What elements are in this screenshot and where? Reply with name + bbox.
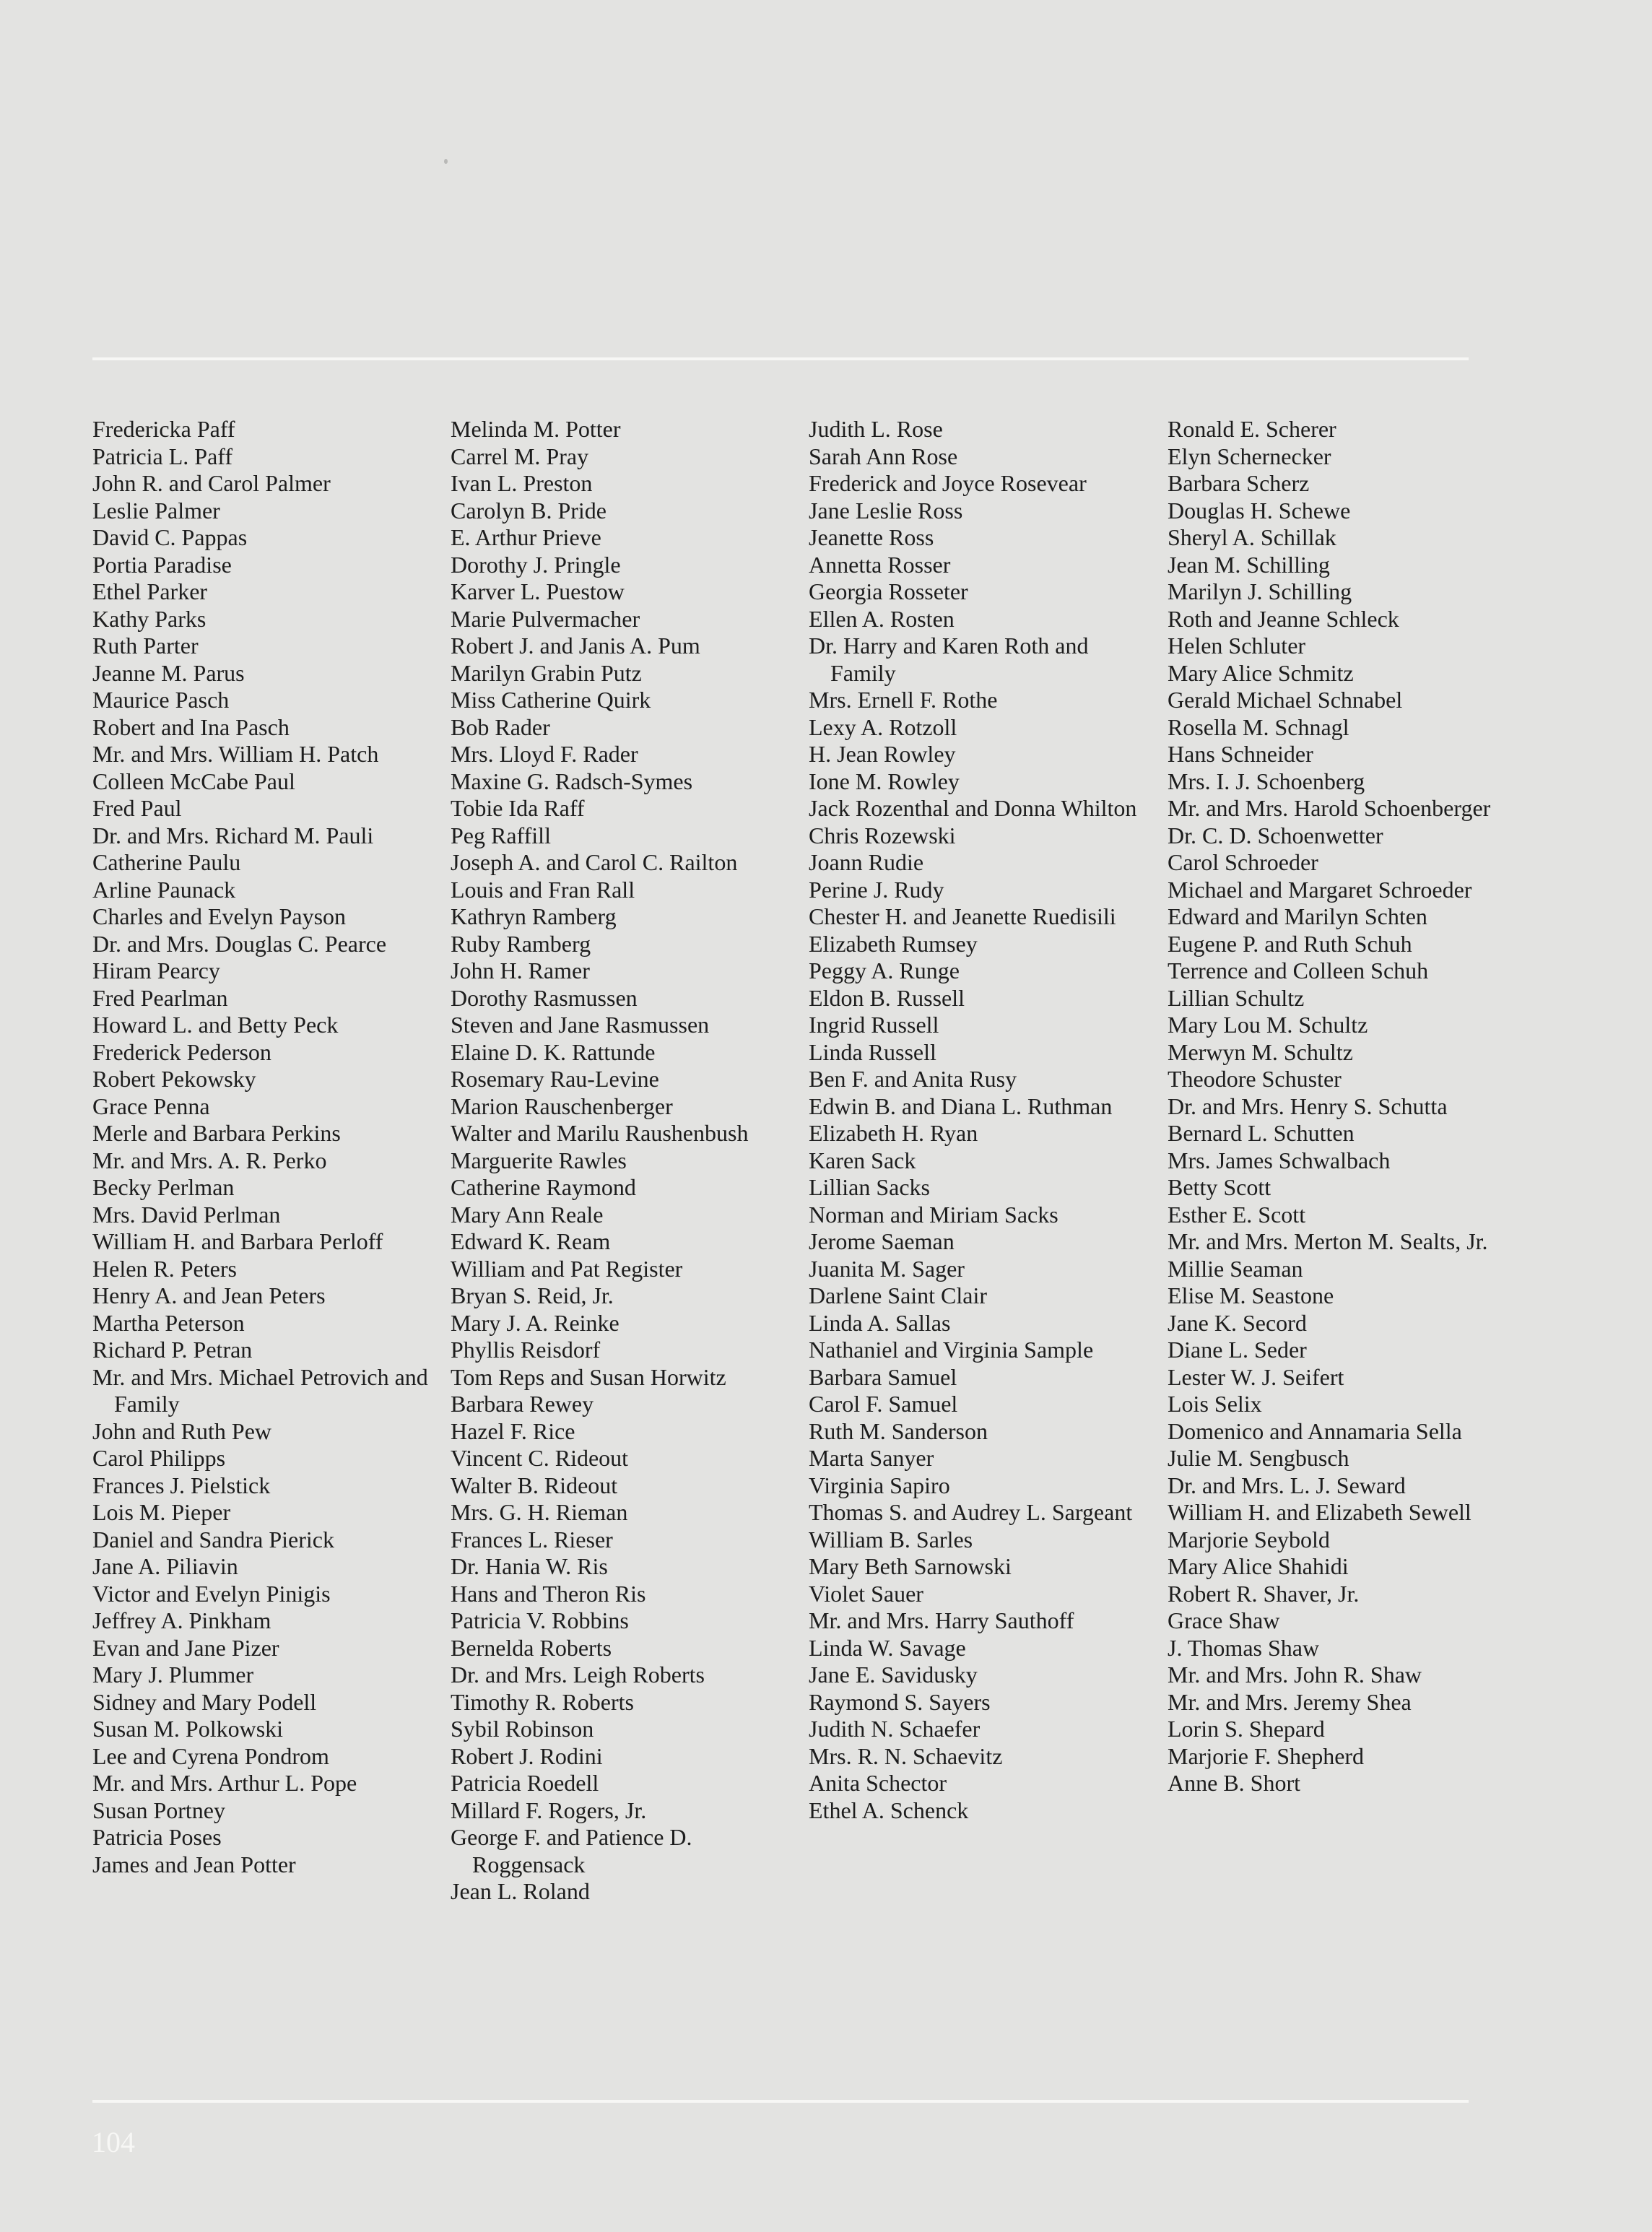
donor-name: Sidney and Mary Podell <box>92 1688 317 1715</box>
donor-name: Lillian Schultz <box>1168 984 1305 1011</box>
donor-name: Anita Schector <box>809 1770 947 1796</box>
donor-name: Barbara Samuel <box>809 1363 957 1390</box>
donor-name: Douglas H. Schewe <box>1168 497 1351 524</box>
donor-name: Edward K. Ream <box>451 1228 611 1254</box>
name-column-1 <box>92 416 432 1878</box>
donor-name: Theodore Schuster <box>1168 1066 1342 1092</box>
donor-name: Daniel and Sandra Pierick <box>92 1526 334 1553</box>
donor-name: Ruth M. Sanderson <box>809 1417 988 1444</box>
donor-name: Mary J. Plummer <box>92 1662 254 1688</box>
donor-name: Marie Pulvermacher <box>451 605 640 632</box>
donor-name: William and Pat Register <box>451 1255 683 1282</box>
donor-name: Louis and Fran Rall <box>451 876 635 903</box>
donor-name: Kathryn Ramberg <box>451 903 617 929</box>
donor-name: Susan Portney <box>92 1797 225 1823</box>
donor-name: Susan M. Polkowski <box>92 1716 284 1742</box>
donor-name: Joseph A. and Carol C. Railton <box>451 849 738 875</box>
donor-name: Chris Rozewski <box>809 822 956 848</box>
donor-name: Mr. and Mrs. Merton M. Sealts, Jr. <box>1168 1228 1488 1254</box>
donor-name: Eugene P. and Ruth Schuh <box>1168 930 1412 957</box>
donor-name: Bernelda Roberts <box>451 1634 612 1661</box>
donor-name: H. Jean Rowley <box>809 741 956 767</box>
donor-name: Mary Lou M. Schultz <box>1168 1012 1368 1038</box>
donor-name: Carol F. Samuel <box>809 1391 958 1417</box>
donor-name: Elise M. Seastone <box>1168 1282 1334 1308</box>
donor-name: Rosemary Rau-Levine <box>451 1066 659 1092</box>
donor-name: Elizabeth H. Ryan <box>809 1120 978 1146</box>
donor-name: Esther E. Scott <box>1168 1201 1306 1228</box>
donor-name: Sarah Ann Rose <box>809 443 958 469</box>
donor-name: Hans and Theron Ris <box>451 1580 646 1607</box>
donor-name: Evan and Jane Pizer <box>92 1634 279 1661</box>
donor-name: Dorothy J. Pringle <box>451 551 621 578</box>
donor-name: Tom Reps and Susan Horwitz <box>451 1363 726 1390</box>
donor-name: Howard L. and Betty Peck <box>92 1012 339 1038</box>
donor-name: Mrs. I. J. Schoenberg <box>1168 768 1365 794</box>
donor-name: Robert J. Rodini <box>451 1742 603 1769</box>
donor-name: Millard F. Rogers, Jr. <box>451 1797 647 1823</box>
donor-name: Mrs. Lloyd F. Rader <box>451 741 638 767</box>
donor-name: Linda W. Savage <box>809 1634 966 1661</box>
donor-name: Mr. and Mrs. Jeremy Shea <box>1168 1688 1412 1715</box>
donor-name: Hazel F. Rice <box>451 1417 575 1444</box>
donor-name: E. Arthur Prieve <box>451 524 601 550</box>
donor-name: Patricia Poses <box>92 1824 222 1850</box>
donor-name: Walter B. Rideout <box>451 1472 618 1498</box>
donor-name: Mr. and Mrs. Michael Petrovich and Family <box>92 1363 428 1417</box>
donor-name: Bryan S. Reid, Jr. <box>451 1282 614 1308</box>
donor-name: Patricia V. Robbins <box>451 1607 629 1633</box>
donor-name: Perine J. Rudy <box>809 876 944 903</box>
donor-name: Dr. and Mrs. Henry S. Schutta <box>1168 1093 1448 1119</box>
donor-name: Tobie Ida Raff <box>451 795 585 821</box>
donor-name: Jack Rozenthal and Donna Whilton <box>809 795 1137 821</box>
donor-name: Roth and Jeanne Schleck <box>1168 605 1399 632</box>
donor-name: Jean L. Roland <box>451 1878 590 1904</box>
donor-name: Jane K. Secord <box>1168 1309 1307 1336</box>
donor-name: Henry A. and Jean Peters <box>92 1282 326 1308</box>
donor-name: Peggy A. Runge <box>809 957 960 983</box>
donor-name: Sybil Robinson <box>451 1716 594 1742</box>
donor-name: Fredericka Paff <box>92 416 235 442</box>
donor-name: Jerome Saeman <box>809 1228 955 1254</box>
donor-name: Mary J. A. Reinke <box>451 1309 620 1336</box>
donor-name: Dorothy Rasmussen <box>451 984 638 1011</box>
donor-name: Marilyn J. Schilling <box>1168 578 1352 604</box>
donor-name: Judith L. Rose <box>809 416 943 442</box>
donor-name: Lester W. J. Seifert <box>1168 1363 1344 1390</box>
donor-name: Barbara Rewey <box>451 1391 594 1417</box>
donor-name: Lorin S. Shepard <box>1168 1716 1325 1742</box>
donor-name: Merwyn M. Schultz <box>1168 1038 1353 1065</box>
donor-name: Maxine G. Radsch-Symes <box>451 768 693 794</box>
name-column-2 <box>451 416 790 1906</box>
donor-name: Bernard L. Schutten <box>1168 1120 1355 1146</box>
donor-name: Mrs. G. H. Rieman <box>451 1499 628 1525</box>
donor-name: Catherine Paulu <box>92 849 241 875</box>
donor-name: Karen Sack <box>809 1147 916 1173</box>
donor-name: Dr. C. D. Schoenwetter <box>1168 822 1383 848</box>
donor-name: Lillian Sacks <box>809 1174 930 1200</box>
donor-name: Mr. and Mrs. Harold Schoenberger <box>1168 795 1491 821</box>
donor-name: Diane L. Seder <box>1168 1337 1307 1363</box>
donor-name: Julie M. Sengbusch <box>1168 1445 1349 1471</box>
donor-name: Violet Sauer <box>809 1580 923 1607</box>
donor-name: Frederick Pederson <box>92 1038 271 1065</box>
donor-name: William B. Sarles <box>809 1526 973 1553</box>
donor-name: Marion Rauschenberger <box>451 1093 673 1119</box>
donor-name: Jane Leslie Ross <box>809 497 963 524</box>
donor-name: Lois M. Pieper <box>92 1499 231 1525</box>
page-number: 104 <box>92 2126 135 2158</box>
donor-name: Ivan L. Preston <box>451 470 593 496</box>
donor-name: Ronald E. Scherer <box>1168 416 1336 442</box>
donor-name: Mary Alice Schmitz <box>1168 659 1354 686</box>
donor-name: Marjorie Seybold <box>1168 1526 1330 1553</box>
donor-name: Bob Rader <box>451 713 550 740</box>
donor-name: Domenico and Annamaria Sella <box>1168 1417 1462 1444</box>
donor-name: Fred Paul <box>92 795 182 821</box>
name-column-3 <box>809 416 1148 1824</box>
donor-name: Peg Raffill <box>451 822 551 848</box>
donor-name: Edwin B. and Diana L. Ruthman <box>809 1093 1113 1119</box>
donor-name: Mr. and Mrs. A. R. Perko <box>92 1147 327 1173</box>
donor-name: Frances L. Rieser <box>451 1526 613 1553</box>
donor-name: Mrs. R. N. Schaevitz <box>809 1742 1003 1769</box>
donor-name: Helen R. Peters <box>92 1255 237 1282</box>
donor-name: William H. and Elizabeth Sewell <box>1168 1499 1471 1525</box>
donor-name: Lee and Cyrena Pondrom <box>92 1742 329 1769</box>
donor-name: Thomas S. and Audrey L. Sargeant <box>809 1499 1133 1525</box>
donor-name: Elaine D. K. Rattunde <box>451 1038 656 1065</box>
donor-name: Jeffrey A. Pinkham <box>92 1607 271 1633</box>
donor-name: John H. Ramer <box>451 957 590 983</box>
donor-name: Carol Philipps <box>92 1445 226 1471</box>
donor-name: Edward and Marilyn Schten <box>1168 903 1427 929</box>
donor-name: Jane A. Piliavin <box>92 1553 238 1579</box>
donor-name: Marilyn Grabin Putz <box>451 659 642 686</box>
donor-name: Mary Ann Reale <box>451 1201 604 1228</box>
donor-name: Victor and Evelyn Pinigis <box>92 1580 331 1607</box>
donor-name: Phyllis Reisdorf <box>451 1337 601 1363</box>
donor-name: Jeanette Ross <box>809 524 934 550</box>
donor-name: Miss Catherine Quirk <box>451 687 651 713</box>
donor-name: Kathy Parks <box>92 605 206 632</box>
donor-name: Hiram Pearcy <box>92 957 220 983</box>
donor-name: Becky Perlman <box>92 1174 235 1200</box>
donor-name: Ingrid Russell <box>809 1012 939 1038</box>
donor-name: Merle and Barbara Perkins <box>92 1120 341 1146</box>
donor-name: Judith N. Schaefer <box>809 1716 981 1742</box>
donor-name: Karver L. Puestow <box>451 578 625 604</box>
donor-name: Juanita M. Sager <box>809 1255 965 1282</box>
donor-name: Michael and Margaret Schroeder <box>1168 876 1472 903</box>
donor-name: Walter and Marilu Raushenbush <box>451 1120 749 1146</box>
donor-name: John R. and Carol Palmer <box>92 470 331 496</box>
donor-name: Ruby Ramberg <box>451 930 591 957</box>
donor-name: Robert R. Shaver, Jr. <box>1168 1580 1360 1607</box>
donor-name: Mr. and Mrs. John R. Shaw <box>1168 1662 1422 1688</box>
donor-name: Nathaniel and Virginia Sample <box>809 1337 1094 1363</box>
donor-name: Melinda M. Potter <box>451 416 621 442</box>
donor-name: Mrs. David Perlman <box>92 1201 281 1228</box>
donor-name: John and Ruth Pew <box>92 1417 271 1444</box>
donor-name: Marjorie F. Shepherd <box>1168 1742 1365 1769</box>
donor-name: Barbara Scherz <box>1168 470 1310 496</box>
donor-name: Sheryl A. Schillak <box>1168 524 1336 550</box>
donor-name: Mrs. Ernell F. Rothe <box>809 687 998 713</box>
donor-name: Helen Schluter <box>1168 633 1306 659</box>
donor-name: Mr. and Mrs. Harry Sauthoff <box>809 1607 1074 1633</box>
donor-name: Dr. Hania W. Ris <box>451 1553 608 1579</box>
donor-name: Maurice Pasch <box>92 687 230 713</box>
donor-name: Virginia Sapiro <box>809 1472 950 1498</box>
donor-name: Mary Alice Shahidi <box>1168 1553 1349 1579</box>
donor-name: Gerald Michael Schnabel <box>1168 687 1403 713</box>
donor-name: Colleen McCabe Paul <box>92 768 295 794</box>
donor-name: Patricia L. Paff <box>92 443 233 469</box>
donor-name: Carolyn B. Pride <box>451 497 607 524</box>
donor-name: Charles and Evelyn Payson <box>92 903 347 929</box>
donor-name: Robert and Ina Pasch <box>92 713 290 740</box>
donor-name: Marguerite Rawles <box>451 1147 627 1173</box>
donor-name: Georgia Rosseter <box>809 578 968 604</box>
donor-name: Ethel Parker <box>92 578 208 604</box>
donor-name: Elyn Schernecker <box>1168 443 1331 469</box>
donor-name: Steven and Jane Rasmussen <box>451 1012 710 1038</box>
donor-name: Arline Paunack <box>92 876 236 903</box>
donor-name: Timothy R. Roberts <box>451 1688 634 1715</box>
donor-name: Elizabeth Rumsey <box>809 930 978 957</box>
donor-name: Raymond S. Sayers <box>809 1688 991 1715</box>
donor-name: Eldon B. Russell <box>809 984 965 1011</box>
donor-name: Hans Schneider <box>1168 741 1313 767</box>
donor-name: Terrence and Colleen Schuh <box>1168 957 1429 983</box>
paper-speck <box>444 159 448 164</box>
donor-name: Ione M. Rowley <box>809 768 960 794</box>
donor-name: Robert J. and Janis A. Pum <box>451 633 700 659</box>
donor-name: Richard P. Petran <box>92 1337 253 1363</box>
donor-name: Linda A. Sallas <box>809 1309 951 1336</box>
donor-name: Jean M. Schilling <box>1168 551 1330 578</box>
donor-name: Portia Paradise <box>92 551 232 578</box>
donor-name: Fred Pearlman <box>92 984 228 1011</box>
donor-name: Jane E. Savidusky <box>809 1662 978 1688</box>
donor-name: Annetta Rosser <box>809 551 951 578</box>
donor-name: Carrel M. Pray <box>451 443 589 469</box>
donor-name: J. Thomas Shaw <box>1168 1634 1320 1661</box>
donor-name: Dr. and Mrs. Richard M. Pauli <box>92 822 374 848</box>
donor-name: Lois Selix <box>1168 1391 1262 1417</box>
donor-name: Anne B. Short <box>1168 1770 1300 1796</box>
donor-name: Joann Rudie <box>809 849 924 875</box>
top-rule <box>92 357 1469 360</box>
donor-name: Mr. and Mrs. Arthur L. Pope <box>92 1770 357 1796</box>
donor-name: Betty Scott <box>1168 1174 1271 1200</box>
donor-name: Patricia Roedell <box>451 1770 599 1796</box>
donor-name: Ellen A. Rosten <box>809 605 955 632</box>
donor-name: Frederick and Joyce Rosevear <box>809 470 1087 496</box>
donor-name: Ethel A. Schenck <box>809 1797 969 1823</box>
donor-name: Grace Penna <box>92 1093 210 1119</box>
donor-name: Martha Peterson <box>92 1309 245 1336</box>
donor-name: Catherine Raymond <box>451 1174 636 1200</box>
donor-name: Mary Beth Sarnowski <box>809 1553 1012 1579</box>
donor-name: Carol Schroeder <box>1168 849 1318 875</box>
donor-name: James and Jean Potter <box>92 1851 296 1877</box>
donor-name: Linda Russell <box>809 1038 936 1065</box>
donor-name: Leslie Palmer <box>92 497 220 524</box>
donor-name: Robert Pekowsky <box>92 1066 256 1092</box>
donor-name: Marta Sanyer <box>809 1445 934 1471</box>
donor-name: Rosella M. Schnagl <box>1168 713 1349 740</box>
name-column-4 <box>1168 416 1507 1797</box>
donor-name: Norman and Miriam Sacks <box>809 1201 1058 1228</box>
donor-name: Dr. and Mrs. Leigh Roberts <box>451 1662 705 1688</box>
donor-name: Millie Seaman <box>1168 1255 1303 1282</box>
donor-name: Mrs. James Schwalbach <box>1168 1147 1391 1173</box>
donor-name: Frances J. Pielstick <box>92 1472 271 1498</box>
donor-name: George F. and Patience D. Roggensack <box>451 1824 692 1877</box>
donor-name: Lexy A. Rotzoll <box>809 713 957 740</box>
bottom-rule <box>92 2100 1469 2103</box>
donor-name: Jeanne M. Parus <box>92 659 245 686</box>
donor-name: Darlene Saint Clair <box>809 1282 988 1308</box>
donor-name: Ruth Parter <box>92 633 199 659</box>
donor-name: David C. Pappas <box>92 524 248 550</box>
donor-name: Chester H. and Jeanette Ruedisili <box>809 903 1116 929</box>
donor-name: William H. and Barbara Perloff <box>92 1228 383 1254</box>
donor-name: Grace Shaw <box>1168 1607 1280 1633</box>
donor-name: Mr. and Mrs. William H. Patch <box>92 741 379 767</box>
donor-name: Dr. and Mrs. L. J. Seward <box>1168 1472 1406 1498</box>
donor-name: Ben F. and Anita Rusy <box>809 1066 1017 1092</box>
donor-name: Dr. and Mrs. Douglas C. Pearce <box>92 930 387 957</box>
donor-name: Vincent C. Rideout <box>451 1445 629 1471</box>
donor-name: Dr. Harry and Karen Roth and Family <box>809 633 1089 686</box>
